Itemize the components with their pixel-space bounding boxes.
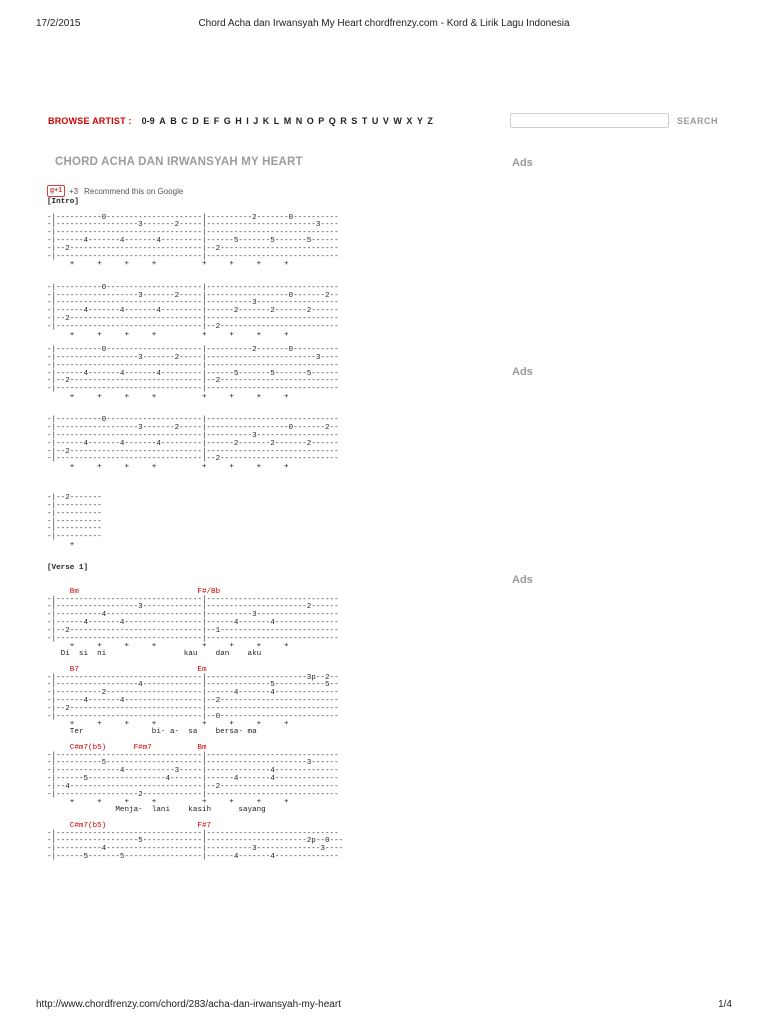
chord-tablature [47, 199, 427, 862]
tab-line: -|----------0---------------------|----------------------------- [47, 416, 339, 425]
tab-line: + + + + + + + + [47, 642, 289, 651]
tab-line: -|--2------- [47, 494, 102, 503]
tab-spacer [47, 558, 427, 566]
section-label: [Intro] [47, 198, 79, 206]
chord-line: Bm F#/Bb [47, 587, 221, 596]
tab-line: -|--------------------------------|----------------------------- [47, 829, 339, 838]
browse-letters [142, 116, 433, 126]
tab-line: -|--4-----------------------------|--2-------------------------- [47, 782, 339, 791]
tab-line: -|------4-------4-------4---------|------2-------2-------2------ [47, 307, 339, 316]
tab-line: -|--2-----------------------------|----------------------------- [47, 447, 339, 456]
tab-line: -|------5-----------------4-------|------4-------4-------------- [47, 774, 339, 783]
tab-line: -|--------------------------------|----------------------------- [47, 634, 339, 643]
ads-label: Ads [512, 157, 533, 169]
browse-letter-link[interactable]: X [406, 116, 413, 126]
browse-letter-link[interactable]: A [159, 116, 166, 126]
tab-line: -|------------------4-------------|--------------5-----------5-- [47, 681, 339, 690]
browse-letter-link[interactable]: Q [328, 116, 336, 126]
browse-letter-link[interactable]: O [306, 116, 314, 126]
tab-line: -|------------------3-------2-----|------------------0-------2-- [47, 291, 339, 300]
tab-line: -|------------------3-------2-----|------------------0-------2-- [47, 424, 339, 433]
tab-line: -|--------------------------------|----------3------------------ [47, 299, 339, 308]
browse-letter-link[interactable]: R [340, 116, 347, 126]
tab-line: -|--------------------------------|----------------------------- [47, 751, 339, 760]
tab-line: -|------4-------4-------4---------|------5-------5-------5------ [47, 236, 339, 245]
browse-letter-link[interactable]: 0-9 [141, 116, 155, 126]
browse-letter-link[interactable]: P [318, 116, 325, 126]
browse-letter-link[interactable]: B [170, 116, 177, 126]
browse-letter-link[interactable]: M [283, 116, 292, 126]
tab-line: -|------5-------5-----------------|------4-------4-------------- [47, 852, 339, 861]
print-date: 17/2/2015 [36, 18, 81, 29]
tab-line: -|--------------------------------|--2-------------------------- [47, 322, 339, 331]
browse-letter-link[interactable]: L [273, 116, 280, 126]
tab-line: -|----------4---------------------|----------3--------------3---- [47, 845, 344, 854]
tab-line: -|--2-----------------------------|--1-------------------------- [47, 626, 339, 635]
browse-letter-link[interactable]: H [235, 116, 242, 126]
browse-letter-link[interactable]: K [262, 116, 270, 126]
browse-letter-link[interactable]: T [361, 116, 368, 126]
tab-line: -|------------------3-------2-----|------------------------3---- [47, 353, 339, 362]
tab-line: -|----------4---------------------|----------3------------------ [47, 611, 339, 620]
page-number: 1/4 [718, 999, 732, 1010]
page-title: CHORD ACHA DAN IRWANSYAH MY HEART [55, 156, 303, 168]
tab-line: -|------------------5-------------|----------------------2p--0--- [47, 837, 344, 846]
browse-letter-link[interactable]: W [393, 116, 402, 126]
footer-url: http://www.chordfrenzy.com/chord/283/acha-dan-irwansyah-my-heart [36, 999, 341, 1010]
browse-letter-link[interactable]: N [295, 116, 303, 126]
search-input[interactable] [510, 113, 669, 128]
browse-letter-link[interactable]: E [203, 116, 210, 126]
tab-line: -|--------------------------------|----------------------3p--2-- [47, 673, 339, 682]
tab-spacer [47, 573, 427, 581]
browse-letter-link[interactable]: Y [416, 116, 423, 126]
tab-line: -|--------------------------------|----------------------------- [47, 229, 339, 238]
tab-line: -|--2-----------------------------|--2-------------------------- [47, 377, 339, 386]
google-plus-widget [47, 185, 183, 197]
tab-line: -|----------0---------------------|----------------------------- [47, 283, 339, 292]
google-plus-button[interactable]: g+1 [47, 185, 65, 197]
tab-line: -|---------- [47, 517, 102, 526]
tab-line: + + + + + + + + [47, 798, 289, 807]
tab-line: -|--------------------------------|----------------------------- [47, 361, 339, 370]
tab-line: -|--------------------------------|----------------------------- [47, 252, 339, 261]
tab-line: -|---------- [47, 502, 102, 511]
browse-letter-link[interactable]: S [351, 116, 358, 126]
tab-line: -|--2-----------------------------|----------------------------- [47, 704, 339, 713]
tab-line: Menja- lani kasih sayang [47, 806, 266, 815]
chord-line: B7 Em [47, 665, 207, 674]
tab-line: -|------4-------4-------4---------|------5-------5-------5------ [47, 369, 339, 378]
print-title: Chord Acha dan Irwansyah My Heart chordfrenzy.com - Kord & Lirik Lagu Indonesia [198, 18, 570, 29]
tab-line: -|----------0---------------------|----------2-------0---------- [47, 346, 339, 355]
tab-line: + + + + + + + + [47, 392, 289, 401]
tab-line: -|------4-------4-------4---------|------2-------2-------2------ [47, 439, 339, 448]
tab-line: -|---------- [47, 509, 102, 518]
tab-line: Di si ni kau dan aku [47, 650, 262, 659]
tab-line: -|------------------3-------2-----|------------------------3---- [47, 221, 339, 230]
browse-letter-link[interactable]: U [371, 116, 379, 126]
browse-artist-bar [48, 116, 433, 126]
tab-line: + + + + + + + + [47, 720, 289, 729]
tab-line: -|--------------------------------|--2-------------------------- [47, 455, 339, 464]
tab-line: + + + + + + + + [47, 260, 289, 269]
ads-label: Ads [512, 366, 533, 378]
tab-line: + + + + + + + + [47, 330, 289, 339]
tab-line: -|--------------------------------|----------------------------- [47, 595, 339, 604]
tab-line: -|----------5---------------------|----------------------3------ [47, 759, 339, 768]
tab-line: -|--2-----------------------------|----------------------------- [47, 314, 339, 323]
tab-line: -|--------------------------------|----------3------------------ [47, 431, 339, 440]
browse-letter-link[interactable]: I [246, 116, 249, 126]
tab-line: -|--2-----------------------------|--2-------------------------- [47, 244, 339, 253]
tab-spacer [47, 487, 427, 495]
chord-line: C#m7(b5) F#m7 Bm [47, 743, 207, 752]
browse-letter-link[interactable]: J [253, 116, 259, 126]
tab-line: + [47, 541, 75, 550]
browse-artist-label: BROWSE ARTIST : [48, 116, 132, 126]
browse-letter-link[interactable]: C [181, 116, 188, 126]
browse-letter-link[interactable]: V [382, 116, 389, 126]
tab-spacer [47, 269, 427, 277]
browse-letter-link[interactable]: Z [427, 116, 433, 126]
chord-line: C#m7(b5) F#7 [47, 821, 212, 830]
browse-letter-link[interactable]: F [213, 116, 220, 126]
tab-line: -|----------2---------------------|------4-------4-------------- [47, 689, 339, 698]
tab-line: -|--------------------------------|--0-------------------------- [47, 712, 339, 721]
tab-line: -|----------0---------------------|----------2-------0---------- [47, 213, 339, 222]
tab-line: -|---------- [47, 533, 102, 542]
tab-spacer [47, 480, 427, 488]
tab-line: -|--------------------------------|----------------------------- [47, 385, 339, 394]
tab-line: -|---------- [47, 525, 102, 534]
section-label: [Verse 1] [47, 564, 89, 573]
tab-spacer [47, 402, 427, 410]
tab-line: -|------------------2-------------|----------------------------- [47, 790, 339, 799]
tab-line: -|------4-------4-----------------|--2-------------------------- [47, 697, 339, 705]
ads-label: Ads [512, 574, 533, 586]
tab-line: + + + + + + + + [47, 463, 289, 472]
tab-spacer [47, 472, 427, 480]
tab-line: -|--------------4-----------3-----|--------------4-------------- [47, 767, 339, 776]
search-button[interactable]: SEARCH [677, 116, 719, 126]
recommend-text: Recommend this on Google [84, 186, 184, 196]
tab-line: -|------4-------4-----------------|------4-------4-------------- [47, 619, 339, 628]
tab-spacer [47, 550, 427, 558]
browse-letter-link[interactable]: G [223, 116, 231, 126]
tab-line: -|------------------3-------------|----------------------2------ [47, 603, 339, 612]
tab-line: Ter bi- a- sa bersa- ma [47, 728, 257, 737]
google-plus-count: +3 [69, 186, 79, 196]
browse-letter-link[interactable]: D [192, 116, 199, 126]
